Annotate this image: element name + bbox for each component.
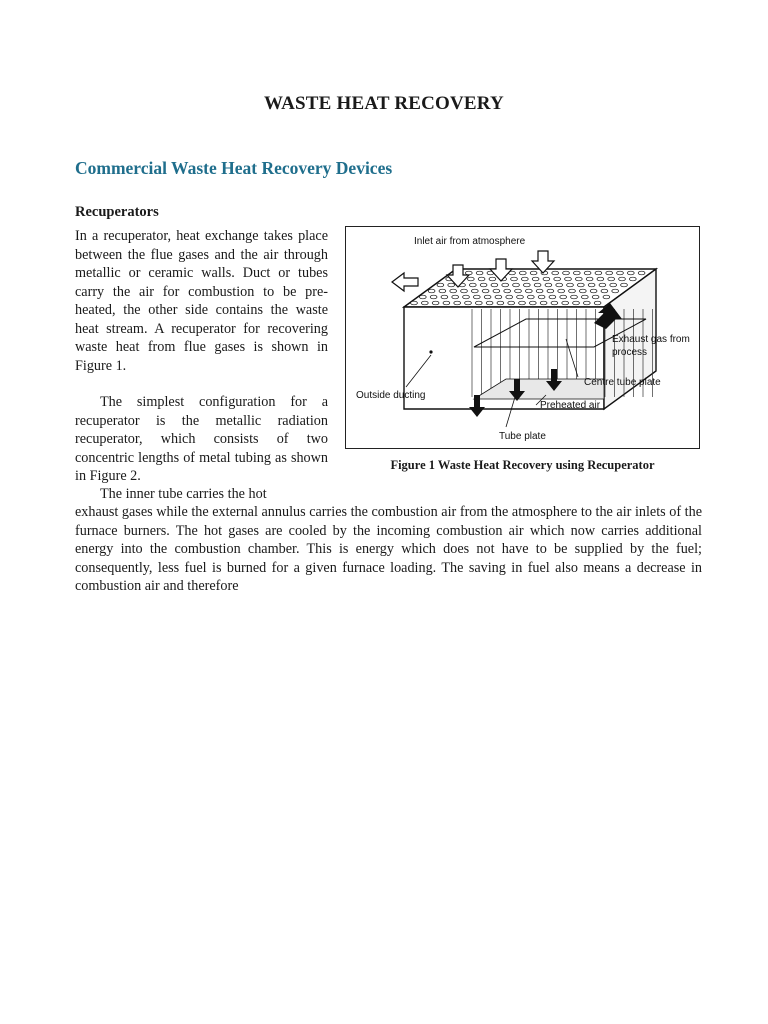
tube-hole: [592, 295, 599, 299]
outlet-arrow: [392, 273, 418, 291]
tube-hole: [461, 289, 468, 293]
tube-hole: [482, 289, 489, 293]
tube-hole: [529, 301, 536, 305]
tube-hole: [437, 283, 444, 287]
tube-hole: [590, 289, 597, 293]
tube-hole: [448, 283, 455, 287]
tube-hole: [577, 283, 584, 287]
tube-hole: [588, 283, 595, 287]
tube-hole: [619, 277, 626, 281]
tube-hole: [439, 289, 446, 293]
tube-hole: [465, 271, 472, 275]
tube-hole: [525, 289, 532, 293]
tube-hole: [552, 271, 559, 275]
tube-hole: [493, 289, 500, 293]
tube-hole: [486, 301, 493, 305]
tube-hole: [532, 277, 539, 281]
tube-hole: [523, 283, 530, 287]
subsection-heading: Recuperators: [75, 204, 159, 220]
tube-hole: [530, 271, 537, 275]
tube-hole: [443, 301, 450, 305]
tube-hole: [586, 277, 593, 281]
tube-hole: [560, 295, 567, 299]
tube-hole: [473, 295, 480, 299]
tube-hole: [621, 283, 628, 287]
recuperator-diagram: [346, 227, 701, 450]
tube-hole: [521, 277, 528, 281]
tube-hole: [513, 283, 520, 287]
tube-hole: [579, 289, 586, 293]
tube-hole: [610, 283, 617, 287]
tube-hole: [573, 271, 580, 275]
tube-hole: [471, 289, 478, 293]
tube-hole: [573, 301, 580, 305]
paragraph-2: The simplest configuration for a recuperator is the metallic radiation recuperator, which consists of two concentric lengths of metal tubing as shown in Figure 2.: [75, 394, 328, 484]
tube-hole: [450, 289, 457, 293]
tube-hole: [558, 289, 565, 293]
figure-1-box: [345, 226, 700, 449]
tube-hole: [527, 295, 534, 299]
tube-hole: [419, 295, 426, 299]
tube-hole: [599, 283, 606, 287]
tube-hole: [549, 295, 556, 299]
tube-hole: [627, 271, 634, 275]
tube-hole: [469, 283, 476, 287]
tube-hole: [603, 295, 610, 299]
tube-hole: [495, 295, 502, 299]
paragraph-3-continued: exhaust gases while the external annulus carries the combustion air from the atmosphere to the air inlets of the furnace burners. The hot gases are cooled by the incoming combustion air which now carries additional energy into the combustion chamber. This is energy which does not have to be supplied by the fuel; consequently, less fuel is burned for a given furnace loading. The saving in fuel also means a decrease in combustion air and therefore: [75, 504, 702, 594]
tube-hole: [452, 295, 459, 299]
tube-hole: [608, 277, 615, 281]
tube-hole: [606, 271, 613, 275]
label-inlet-air: Inlet air from atmosphere: [414, 236, 526, 247]
label-preheated-air: Preheated air: [540, 400, 601, 411]
tube-hole: [508, 301, 515, 305]
tube-hole: [543, 277, 550, 281]
tube-hole: [534, 283, 541, 287]
tube-hole: [463, 295, 470, 299]
tube-hole: [465, 301, 472, 305]
tube-hole: [551, 301, 558, 305]
tube-hole: [441, 295, 448, 299]
paragraph-3-start: The inner tube carries the hot: [100, 486, 267, 502]
label-exhaust-gas-1: Exhaust gas from: [612, 334, 690, 345]
tube-hole: [629, 277, 636, 281]
paragraph-1: In a recuperator, heat exchange takes place between the flue gases and the air through metallic or ceramic walls. Duct or tubes carry the air for combustion to be pre-heated, the other side contains the waste heat stream. A recuperator for recovering waste heat from flue gases is shown in Figure 1.: [75, 228, 328, 374]
tube-hole: [547, 289, 554, 293]
tube-hole: [480, 283, 487, 287]
label-centre-tube-plate: Centre tube plate: [584, 377, 661, 388]
tube-hole: [502, 283, 509, 287]
tube-hole: [484, 295, 491, 299]
tube-hole: [504, 289, 511, 293]
tube-hole: [594, 301, 601, 305]
tube-hole: [491, 283, 498, 287]
tube-hole: [567, 283, 574, 287]
label-tube-plate: Tube plate: [499, 431, 546, 442]
tube-hole: [584, 271, 591, 275]
tube-hole: [454, 301, 461, 305]
tube-hole: [511, 277, 518, 281]
tube-hole: [519, 301, 526, 305]
tube-hole: [538, 295, 545, 299]
tube-hole: [583, 301, 590, 305]
tube-hole: [556, 283, 563, 287]
tube-hole: [545, 283, 552, 287]
tube-hole: [554, 277, 561, 281]
tube-hole: [430, 295, 437, 299]
tube-hole: [467, 277, 474, 281]
tube-hole: [519, 271, 526, 275]
tube-hole: [432, 301, 439, 305]
tube-hole: [540, 301, 547, 305]
tube-hole: [517, 295, 524, 299]
tube-hole: [569, 289, 576, 293]
label-outside-ducting: Outside ducting: [356, 390, 426, 401]
tube-hole: [421, 301, 428, 305]
label-exhaust-gas-2: process: [612, 347, 648, 358]
page-title: WASTE HEAT RECOVERY: [264, 93, 504, 114]
tube-hole: [475, 301, 482, 305]
section-heading: Commercial Waste Heat Recovery Devices: [75, 158, 393, 178]
tube-hole: [411, 301, 418, 305]
tube-hole: [595, 271, 602, 275]
tube-hole: [638, 271, 645, 275]
tube-hole: [617, 271, 624, 275]
tube-hole: [571, 295, 578, 299]
tube-hole: [497, 301, 504, 305]
tube-hole: [562, 301, 569, 305]
tube-hole: [612, 289, 619, 293]
tube-hole: [515, 289, 522, 293]
tube-hole: [601, 289, 608, 293]
tube-hole: [506, 295, 513, 299]
tube-hole: [476, 271, 483, 275]
tube-hole: [536, 289, 543, 293]
tube-hole: [489, 277, 496, 281]
tube-hole: [478, 277, 485, 281]
tube-hole: [597, 277, 604, 281]
tube-hole: [428, 289, 435, 293]
tube-hole: [575, 277, 582, 281]
tube-hole: [581, 295, 588, 299]
tube-hole: [563, 271, 570, 275]
figure-caption: Figure 1 Waste Heat Recovery using Recuperator: [390, 458, 655, 472]
tube-hole: [565, 277, 572, 281]
